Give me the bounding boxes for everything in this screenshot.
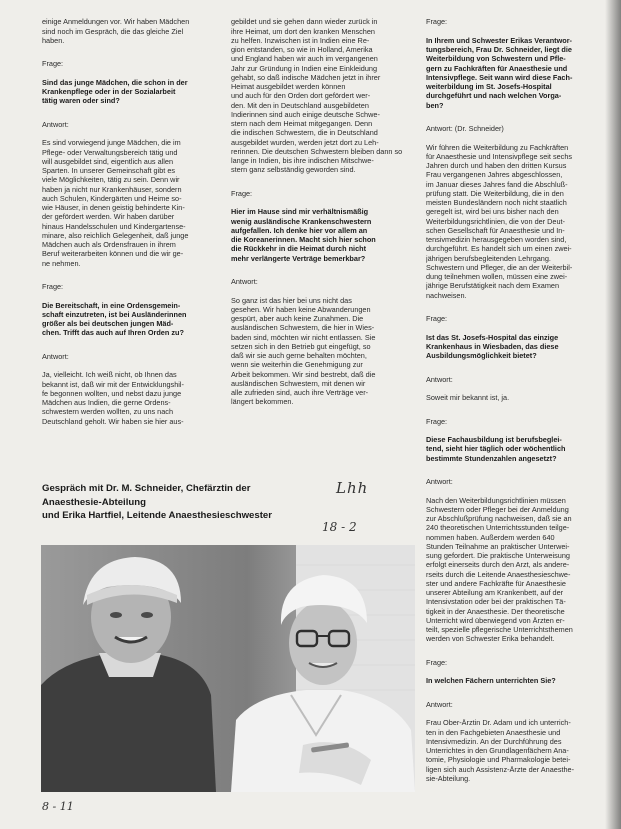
question-text: Die Bereitschaft, in eine Ordensgemein- schaft einzutreten, ist bei Ausländerinnen größer als bei deutschen jungen Mäd- chen. Trifft das auch auf Ihren Orden zu?	[42, 300, 187, 338]
question-text: In Ihrem und Schwester Erikas Verantwor- tungsbereich, Frau Dr. Schneider, liegt die Weiterbildung von Schwestern und Pfle- gern zu Fachkräften für Anaesthesie und Intensivpflege. Seit wann wird diese Fach- weiterbildung im St. Josefs-Hospital durchgeführt und nach welchen Vorga- ben?	[426, 35, 573, 110]
answer-label: Antwort:	[426, 699, 453, 709]
answer-label: Antwort:	[42, 351, 69, 361]
answer-text: Frau Ober-Ärztin Dr. Adam und ich unterrich- ten in den Fachgebieten Anaesthesie und Intensivmedizin. An der Durchführung des Unterrichtes in den Grundlagenfächern Ana- tomie, Physiologie und Pharmakologie betei- ligen sich auch Assistenz-Ärzte der Anaesthe- sie-Abteilung.	[426, 718, 575, 783]
answer-text: Nach den Weiterbildungsrichtlinien müssen Schwestern oder Pfleger bei der Anmeldung zur Abschlußprüfung nachweisen, daß sie an 240 theoretischen Unterrichtsstunden teilge- nommen haben. Außerdem werden 640 Stunden Teilnahme an praktischer Unterwei- sung gefordert. Die praktische Unterweisung erfolgt einerseits durch den Arzt, als andere- rseits durch die Leitende Anaesthesieschwe- ster und andere Fachkräfte für Anaesthesie unserer Abteilung am Krankenbett, auf der Intensivstation oder bei der praktischen Tä- tigkeit in der Anaesthesie. Der theoretische Unterricht wird überwiegend von Ärzten er- teilt, spezielle pflegerische Unterrichtsthemen werden von Schwester Erika behandelt.	[426, 495, 573, 644]
answer-text: Soweit mir bekannt ist, ja.	[426, 393, 510, 402]
answer-text: Es sind vorwiegend junge Mädchen, die im Pflege- oder Verwaltungsbereich tätig und will ausgebildet sind, eigentlich aus allen Sparten. In unserer Gemeinschaft gibt es viele Möglichkeiten, tätig zu sein. Denn wir haben ja nicht nur Krankenhäuser, sondern auch Schulen, Kindergärten und Heime so- wie Häuser, in denen geistig behinderte Kin- der gefördert werden. Wir haben darüber hinaus Handelsschulen und Kindergartense- minare, also reichlich Gelegenheit, daß junge Mädchen auch als Ordensfrauen in ihrem Beruf weiterarbeiten können und die wir ge- ne nehmen.	[42, 138, 189, 268]
left-text-column	[42, 8, 220, 478]
question-text: Diese Fachausbildung ist berufsbeglei- tend, sieht hier täglich oder wöchentlich bestimmte Stundenzahlen angesetzt?	[426, 435, 566, 463]
handwritten-mark: Lhh	[336, 479, 369, 497]
right-text-column	[426, 8, 606, 798]
answer-label: Antwort: (Dr. Schneider)	[426, 124, 504, 133]
question-text: Ist das St. Josefs-Hospital das einzige Krankenhaus in Wiesbaden, das diese Ausbildungsmöglichkeit bietet?	[426, 332, 559, 360]
question-label: Frage:	[42, 282, 64, 291]
interview-photo	[41, 545, 415, 792]
answer-text: gebildet und sie gehen dann wieder zurück in ihre Heimat, um dort den kranken Menschen zu helfen. Inzwischen ist in Indien eine Re- gion entstanden, so wie in Holland, Amerika und England haben wir auch im vergangenen Jahr zur Gründung in Indien eine Einkleidung gehabt, so daß indische Mädchen jetzt in ihrer Heimat ausgebildet werden können und auch für den Orden dort gefördert wer- den. Mit den in Deutschland ausgebildeten Indierinnen sind auch einige deutsche Schwe- stern nach dem Heimat mitgegangen. Denn die indischen Schwestern, die in Deutschland ausgebildet wurden, werden jetzt dort zu Leh- rerinnen. Die deutschen Schwestern bleiben dann so lange in Indien, bis ihre indischen Mitschwe- stern ganz selbständig geworden sind.	[231, 17, 403, 175]
answer-text: Ja, vielleicht. Ich weiß nicht, ob Ihnen das bekannt ist, daß wir mit der Entwicklungshil- fe begonnen wollten, und nebst dazu junge Mädchen aus Indien, die gerne Ordens- schwestern werden wollten, zu uns nach Deutschland geholt. Wir haben sie hier aus-	[42, 370, 184, 426]
question-label: Frage:	[426, 314, 448, 323]
question-label: Frage:	[426, 17, 448, 27]
answer-label: Antwort:	[231, 277, 258, 286]
answer-label: Antwort:	[42, 119, 69, 129]
interview-headline: Gespräch mit Dr. M. Schneider, Chefärztin der Anaesthesie-Abteilung und Erika Hartfiel, Leitende Anaesthesieschwester	[42, 483, 272, 522]
answer-text: einige Anmeldungen vor. Wir haben Mädchen sind noch im Gespräch, die das gleiche Ziel haben.	[42, 17, 190, 45]
question-label: Frage:	[231, 188, 253, 198]
question-label: Frage:	[426, 657, 448, 667]
answer-text: Wir führen die Weiterbildung zu Fachkräften für Anaesthesie und Intensivpflege seit sechs Jahren durch und haben den dritten Kursus Frau vergangenen Jahres abgeschlossen, im Januar dieses Jahres fand die Abschluß- prüfung statt. Die Weiterbildung, die in den meisten Bundesländern noch nicht staatlich geregelt ist, wird bei uns bisher nach den Weiterbildungsrichtlinien, die von der Deut- schen Gesellschaft für Anaesthesie und In- tensivmedizin herausgegeben worden sind, durchgeführt. Es handelt sich um einen zwei- jährigen berufsbegleitenden Lehrgang. Schwestern und Pfleger, die an der Weiterbil- dung teilnehmen wollen, müssen eine zwei- jährige Berufstätigkeit nach dem Examen nachweisen.	[426, 142, 573, 300]
answer-label: Antwort:	[426, 477, 453, 486]
photo-illustration	[41, 545, 415, 792]
page-edge-shadow	[605, 0, 621, 829]
question-label: Frage:	[426, 416, 448, 426]
question-text: Hier im Hause sind mir verhältnismäßig wenig ausländische Krankenschwestern aufgefallen. Ich denke hier vor allem an die Koreanerinnen. Macht sich hier schon die Rückkehr in die Heimat durch nicht mehr verlängerte Verträge bemerkbar?	[231, 207, 376, 263]
answer-text: So ganz ist das hier bei uns nicht das gesehen. Wir haben keine Abwanderungen gespürt, aber auch keine Zunahmen. Die ausländischen Schwestern, die hier in Wies- baden sind, möchten wir nicht entlassen. Sie setzen sich in den Betrieb gut eingefügt, so daß wir sie auch gerne behalten möchten, wenn sie weiterhin die Genehmigung zur Arbeit bekommen. Wir sind bestrebt, daß die ausländischen Schwestern, mit denen wir alle zufrieden sind, auch ihre Verträge ver- längert bekommen.	[231, 295, 376, 407]
question-label: Frage:	[42, 59, 64, 69]
middle-text-column	[231, 8, 418, 478]
page-number: 8 - 11	[42, 800, 74, 813]
handwritten-mark: 18 - 2	[322, 520, 357, 534]
answer-label: Antwort:	[426, 374, 453, 384]
question-text: Sind das junge Mädchen, die schon in der Krankenpflege oder in der Sozialarbeit tätig waren oder sind?	[42, 77, 188, 106]
question-text: In welchen Fächern unterrichten Sie?	[426, 676, 556, 686]
